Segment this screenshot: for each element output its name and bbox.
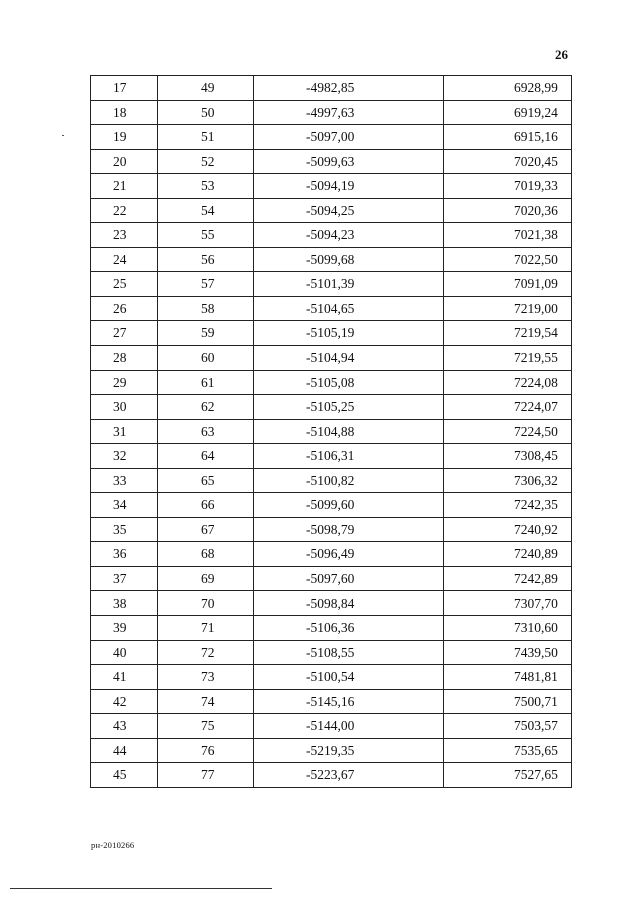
x-coordinate-cell: -5105,19 (254, 321, 444, 346)
point-number-cell: 35 (91, 517, 158, 542)
x-coordinate-cell: -5094,25 (254, 198, 444, 223)
x-coordinate-cell: -5100,82 (254, 468, 444, 493)
table-row (91, 714, 572, 739)
point-number-cell: 30 (91, 395, 158, 420)
point-number-cell: 17 (91, 76, 158, 101)
y-coordinate-cell: 7022,50 (444, 247, 572, 272)
point-id-cell: 60 (158, 346, 254, 371)
y-coordinate-cell: 7224,07 (444, 395, 572, 420)
point-id-cell: 71 (158, 616, 254, 641)
point-number-cell: 32 (91, 444, 158, 469)
table-row (91, 665, 572, 690)
table-row (91, 738, 572, 763)
x-coordinate-cell: -5219,35 (254, 738, 444, 763)
point-id-cell: 49 (158, 76, 254, 101)
point-id-cell: 74 (158, 689, 254, 714)
table-row (91, 370, 572, 395)
point-number-cell: 18 (91, 100, 158, 125)
point-id-cell: 51 (158, 125, 254, 150)
y-coordinate-cell: 7535,65 (444, 738, 572, 763)
y-coordinate-cell: 7219,54 (444, 321, 572, 346)
point-number-cell: 22 (91, 198, 158, 223)
point-id-cell: 53 (158, 174, 254, 199)
point-id-cell: 59 (158, 321, 254, 346)
x-coordinate-cell: -5145,16 (254, 689, 444, 714)
point-id-cell: 62 (158, 395, 254, 420)
y-coordinate-cell: 6928,99 (444, 76, 572, 101)
table-body (91, 76, 572, 788)
y-coordinate-cell: 7307,70 (444, 591, 572, 616)
x-coordinate-cell: -5100,54 (254, 665, 444, 690)
y-coordinate-cell: 7219,00 (444, 296, 572, 321)
point-id-cell: 50 (158, 100, 254, 125)
y-coordinate-cell: 7306,32 (444, 468, 572, 493)
y-coordinate-cell: 7310,60 (444, 616, 572, 641)
point-number-cell: 38 (91, 591, 158, 616)
table-row (91, 321, 572, 346)
table-row (91, 517, 572, 542)
point-id-cell: 69 (158, 566, 254, 591)
y-coordinate-cell: 7224,08 (444, 370, 572, 395)
point-number-cell: 33 (91, 468, 158, 493)
point-number-cell: 29 (91, 370, 158, 395)
point-id-cell: 63 (158, 419, 254, 444)
point-id-cell: 68 (158, 542, 254, 567)
point-id-cell: 64 (158, 444, 254, 469)
y-coordinate-cell: 7240,89 (444, 542, 572, 567)
point-number-cell: 20 (91, 149, 158, 174)
point-number-cell: 23 (91, 223, 158, 248)
point-number-cell: 41 (91, 665, 158, 690)
x-coordinate-cell: -5097,60 (254, 566, 444, 591)
y-coordinate-cell: 7021,38 (444, 223, 572, 248)
table-row (91, 419, 572, 444)
point-id-cell: 76 (158, 738, 254, 763)
footer-divider (10, 888, 272, 889)
x-coordinate-cell: -5099,63 (254, 149, 444, 174)
y-coordinate-cell: 7020,45 (444, 149, 572, 174)
y-coordinate-cell: 7500,71 (444, 689, 572, 714)
point-id-cell: 54 (158, 198, 254, 223)
x-coordinate-cell: -5094,23 (254, 223, 444, 248)
point-number-cell: 24 (91, 247, 158, 272)
table-row (91, 444, 572, 469)
table-row (91, 542, 572, 567)
table-row (91, 689, 572, 714)
x-coordinate-cell: -5101,39 (254, 272, 444, 297)
x-coordinate-cell: -5105,25 (254, 395, 444, 420)
point-id-cell: 70 (158, 591, 254, 616)
point-number-cell: 39 (91, 616, 158, 641)
x-coordinate-cell: -5105,08 (254, 370, 444, 395)
table-row (91, 591, 572, 616)
coordinates-table (90, 75, 572, 788)
point-id-cell: 75 (158, 714, 254, 739)
y-coordinate-cell: 7527,65 (444, 763, 572, 788)
x-coordinate-cell: -5104,65 (254, 296, 444, 321)
point-number-cell: 25 (91, 272, 158, 297)
x-coordinate-cell: -5099,68 (254, 247, 444, 272)
table-row (91, 395, 572, 420)
table-row (91, 346, 572, 371)
point-id-cell: 57 (158, 272, 254, 297)
point-id-cell: 61 (158, 370, 254, 395)
y-coordinate-cell: 7481,81 (444, 665, 572, 690)
y-coordinate-cell: 7219,55 (444, 346, 572, 371)
table-row (91, 616, 572, 641)
y-coordinate-cell: 7240,92 (444, 517, 572, 542)
y-coordinate-cell: 7091,09 (444, 272, 572, 297)
page-number: 26 (555, 47, 568, 62)
table-row (91, 763, 572, 788)
point-number-cell: 26 (91, 296, 158, 321)
y-coordinate-cell: 6915,16 (444, 125, 572, 150)
table-row (91, 247, 572, 272)
table-row (91, 493, 572, 518)
table-row (91, 468, 572, 493)
point-id-cell: 55 (158, 223, 254, 248)
point-id-cell: 56 (158, 247, 254, 272)
table-row (91, 296, 572, 321)
y-coordinate-cell: 7242,35 (444, 493, 572, 518)
point-id-cell: 72 (158, 640, 254, 665)
x-coordinate-cell: -5099,60 (254, 493, 444, 518)
document-code: pн-2010266 (91, 840, 135, 850)
x-coordinate-cell: -5144,00 (254, 714, 444, 739)
table-row (91, 272, 572, 297)
table-row (91, 100, 572, 125)
x-coordinate-cell: -5108,55 (254, 640, 444, 665)
x-coordinate-cell: -5094,19 (254, 174, 444, 199)
y-coordinate-cell: 7020,36 (444, 198, 572, 223)
point-number-cell: 27 (91, 321, 158, 346)
x-coordinate-cell: -5104,94 (254, 346, 444, 371)
point-id-cell: 58 (158, 296, 254, 321)
y-coordinate-cell: 7308,45 (444, 444, 572, 469)
table-row (91, 149, 572, 174)
table-row (91, 125, 572, 150)
x-coordinate-cell: -5106,31 (254, 444, 444, 469)
table-row (91, 566, 572, 591)
table-row (91, 640, 572, 665)
point-id-cell: 67 (158, 517, 254, 542)
scan-artifact (62, 135, 64, 136)
point-number-cell: 44 (91, 738, 158, 763)
table-row (91, 76, 572, 101)
point-id-cell: 77 (158, 763, 254, 788)
y-coordinate-cell: 6919,24 (444, 100, 572, 125)
x-coordinate-cell: -5223,67 (254, 763, 444, 788)
y-coordinate-cell: 7224,50 (444, 419, 572, 444)
point-number-cell: 42 (91, 689, 158, 714)
y-coordinate-cell: 7242,89 (444, 566, 572, 591)
point-number-cell: 40 (91, 640, 158, 665)
point-number-cell: 19 (91, 125, 158, 150)
x-coordinate-cell: -4982,85 (254, 76, 444, 101)
y-coordinate-cell: 7503,57 (444, 714, 572, 739)
y-coordinate-cell: 7439,50 (444, 640, 572, 665)
point-id-cell: 66 (158, 493, 254, 518)
point-id-cell: 73 (158, 665, 254, 690)
point-number-cell: 36 (91, 542, 158, 567)
table-row (91, 223, 572, 248)
point-id-cell: 65 (158, 468, 254, 493)
table-row (91, 198, 572, 223)
y-coordinate-cell: 7019,33 (444, 174, 572, 199)
point-number-cell: 28 (91, 346, 158, 371)
x-coordinate-cell: -5098,79 (254, 517, 444, 542)
point-id-cell: 52 (158, 149, 254, 174)
point-number-cell: 45 (91, 763, 158, 788)
x-coordinate-cell: -4997,63 (254, 100, 444, 125)
point-number-cell: 21 (91, 174, 158, 199)
x-coordinate-cell: -5096,49 (254, 542, 444, 567)
point-number-cell: 34 (91, 493, 158, 518)
x-coordinate-cell: -5104,88 (254, 419, 444, 444)
x-coordinate-cell: -5106,36 (254, 616, 444, 641)
point-number-cell: 37 (91, 566, 158, 591)
x-coordinate-cell: -5097,00 (254, 125, 444, 150)
point-number-cell: 43 (91, 714, 158, 739)
table-row (91, 174, 572, 199)
x-coordinate-cell: -5098,84 (254, 591, 444, 616)
point-number-cell: 31 (91, 419, 158, 444)
